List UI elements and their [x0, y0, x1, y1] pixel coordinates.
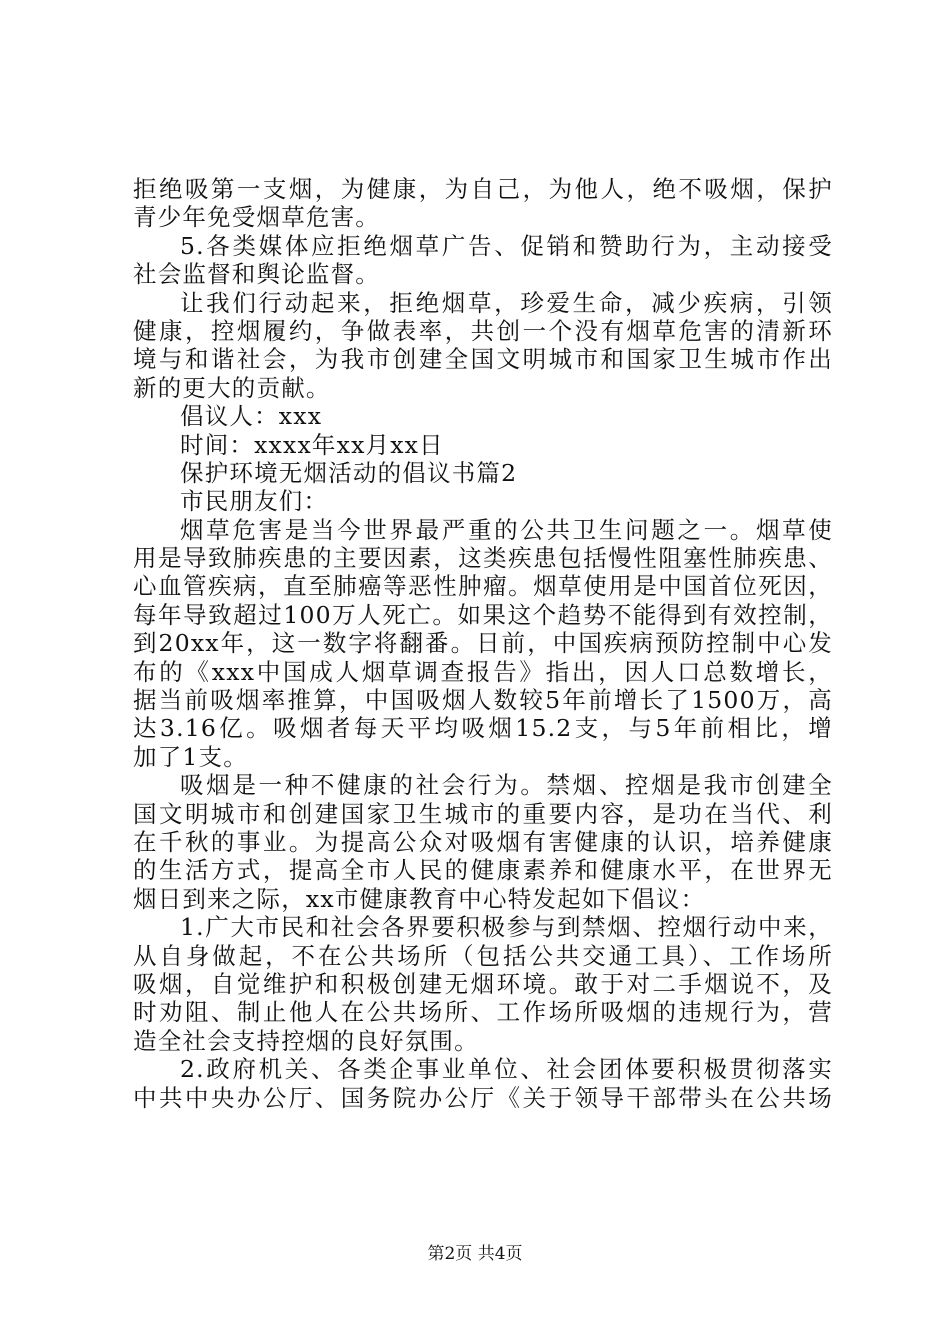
text-line: 到20xx年，这一数字将翻番。日前，中国疾病预防控制中心发 [133, 629, 833, 658]
text-line: 让我们行动起来，拒绝烟草，珍爱生命，减少疾病，引领 [180, 288, 833, 317]
text-line: 加了1支。 [133, 742, 248, 771]
text-line: 中共中央办公厅、国务院办公厅《关于领导干部带头在公共场 [133, 1083, 833, 1112]
document-body [133, 175, 833, 1112]
text-line: 国文明城市和创建国家卫生城市的重要内容，是功在当代、利 [133, 799, 833, 828]
text-line: 布的《xxx中国成人烟草调查报告》指出，因人口总数增长， [133, 657, 833, 686]
text-line: 吸烟是一种不健康的社会行为。禁烟、控烟是我市创建全 [180, 771, 833, 800]
text-line: 心血管疾病，直至肺癌等恶性肿瘤。烟草使用是中国首位死因， [133, 572, 833, 601]
text-line: 倡议人：xxx [180, 402, 323, 431]
text-line: 的生活方式，提高全市人民的健康素养和健康水平，在世界无 [133, 856, 833, 885]
page-footer: 第2页 共4页 [427, 1244, 523, 1264]
text-line: 市民朋友们： [180, 487, 329, 516]
text-line: 用是导致肺疾患的主要因素，这类疾患包括慢性阻塞性肺疾患、 [133, 544, 833, 573]
text-line: 1.广大市民和社会各界要积极参与到禁烟、控烟行动中来， [180, 913, 833, 942]
text-line: 健康，控烟履约，争做表率，共创一个没有烟草危害的清新环 [133, 316, 833, 345]
text-line: 新的更大的贡献。 [133, 373, 331, 402]
text-line: 烟草危害是当今世界最严重的公共卫生问题之一。烟草使 [180, 515, 833, 544]
text-line: 保护环境无烟活动的倡议书篇2 [180, 458, 518, 487]
text-line: 从自身做起，不在公共场所（包括公共交通工具）、工作场所 [133, 941, 833, 970]
text-line: 青少年免受烟草危害。 [133, 203, 380, 232]
text-line: 烟日到来之际，xx市健康教育中心特发起如下倡议： [133, 884, 706, 913]
text-line: 拒绝吸第一支烟，为健康，为自己，为他人，绝不吸烟，保护 [133, 175, 833, 203]
text-line: 造全社会支持控烟的良好氛围。 [133, 1026, 479, 1055]
text-line: 社会监督和舆论监督。 [133, 260, 380, 289]
text-line: 2.政府机关、各类企事业单位、社会团体要积极贯彻落实 [180, 1055, 833, 1084]
text-line: 5.各类媒体应拒绝烟草广告、促销和赞助行为，主动接受 [180, 231, 833, 260]
text-line: 时劝阻、制止他人在公共场所、工作场所吸烟的违规行为，营 [133, 998, 833, 1027]
text-line: 据当前吸烟率推算，中国吸烟人数较5年前增长了1500万，高 [133, 686, 833, 715]
text-line: 时间：xxxx年xx月xx日 [180, 430, 444, 459]
text-line: 境与和谐社会，为我市创建全国文明城市和国家卫生城市作出 [133, 345, 833, 374]
text-line: 达3.16亿。吸烟者每天平均吸烟15.2支，与5年前相比，增 [133, 714, 833, 743]
text-line: 在千秋的事业。为提高公众对吸烟有害健康的认识，培养健康 [133, 827, 833, 856]
text-line: 每年导致超过100万人死亡。如果这个趋势不能得到有效控制， [133, 600, 833, 629]
text-line: 吸烟，自觉维护和积极创建无烟环境。敢于对二手烟说不，及 [133, 969, 833, 998]
